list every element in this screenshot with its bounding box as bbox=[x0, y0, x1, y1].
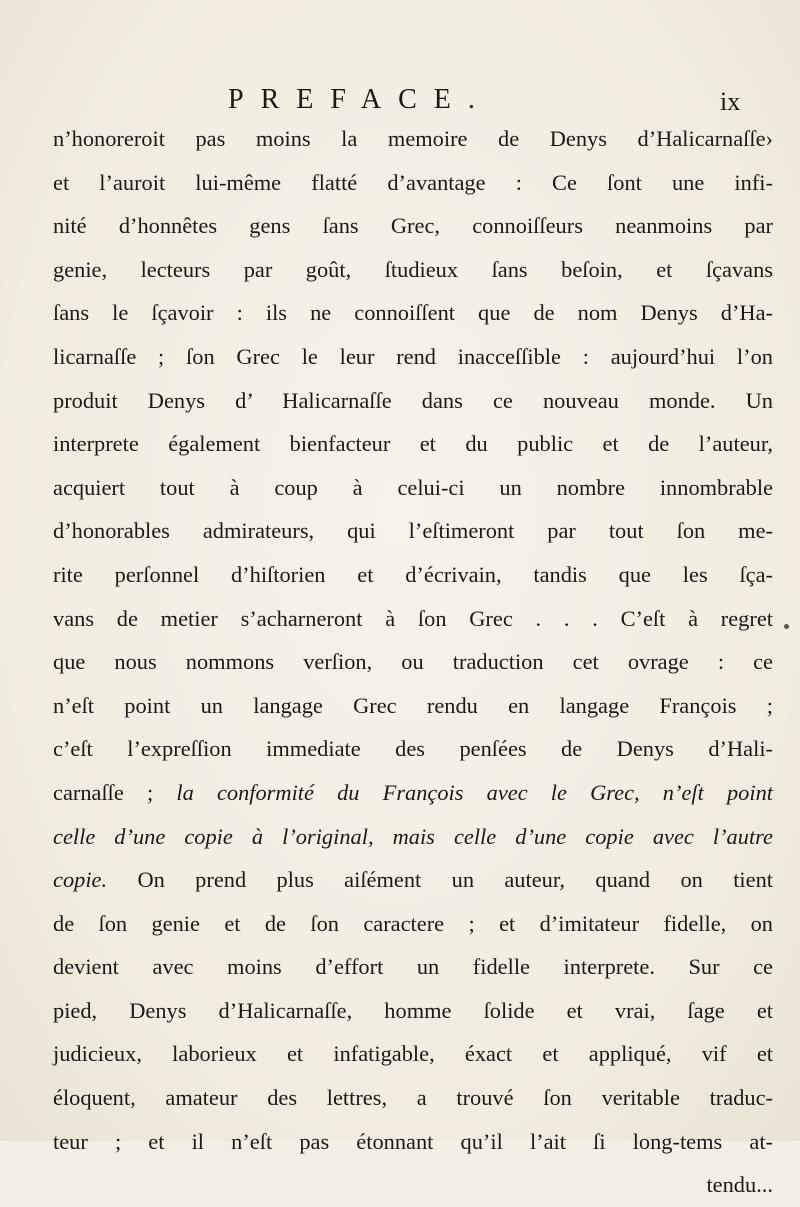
page-number: ix bbox=[720, 87, 741, 116]
text-line: n’eſt point un langage Grec rendu en langage François ; bbox=[53, 692, 773, 718]
text-line-italic bbox=[53, 815, 773, 859]
text-line: n’honoreroit pas moins la memoire de Denys d’Halicarnaſſe› bbox=[53, 126, 773, 151]
text-line: nité d’honnêtes gens ſans Grec, connoiſſeurs neanmoins par bbox=[53, 213, 773, 239]
text-line: ſans le ſçavoir : ils ne connoiſſent que de nom Denys d’Ha- bbox=[53, 300, 773, 326]
text-line: produit Denys d’ Halicarnaſſe dans ce nouveau monde. Un bbox=[53, 387, 773, 413]
text-italic: copie. bbox=[53, 867, 108, 893]
text-line: judicieux, laborieux et infatigable, éxact et appliqué, vif et bbox=[53, 1041, 773, 1067]
text-line: éloquent, amateur des lettres, a trouvé ſon veritable traduc- bbox=[53, 1085, 773, 1111]
text-line: genie, lecteurs par goût, ſtudieux ſans beſoin, et ſçavans bbox=[53, 256, 773, 282]
body-text bbox=[53, 117, 773, 1207]
text-line: vans de metier s’acharneront à ſon Grec . . . C’eſt à regret bbox=[53, 605, 773, 631]
running-title: PREFACE. bbox=[228, 84, 492, 115]
text-line: licarnaſſe ; ſon Grec le leur rend inacceſſible : aujourd’hui l’on bbox=[53, 343, 773, 369]
text-line: de ſon genie et de ſon caractere ; et d’imitateur fidelle, on bbox=[53, 910, 773, 936]
text-line-mixed bbox=[53, 771, 773, 815]
text-line-mixed bbox=[53, 858, 773, 902]
text-roman: carnaſſe ; bbox=[53, 779, 177, 805]
text-line: et l’auroit lui-même flatté d’avantage : Ce ſont une infi- bbox=[53, 169, 773, 195]
text-line: c’eſt l’expreſſion immediate des penſées de Denys d’Hali- bbox=[53, 736, 773, 762]
text-line: rite perſonnel d’hiſtorien et d’écrivain, tandis que les ſça- bbox=[53, 561, 773, 587]
text-line: d’honorables admirateurs, qui l’eſtimeront par tout ſon me- bbox=[53, 518, 773, 544]
text-line: teur ; et il n’eſt pas étonnant qu’il l’ait ſi long-tems at- bbox=[53, 1128, 773, 1154]
text-italic: celle d’une copie à l’original, mais celle d’une copie avec l’autre bbox=[53, 823, 773, 849]
text-line: acquiert tout à coup à celui-ci un nombre innombrable bbox=[53, 474, 773, 500]
page-header bbox=[0, 82, 800, 118]
text-italic: la conformité du François avec le Grec, n’eſt point bbox=[176, 779, 773, 805]
catchword: tendu... bbox=[706, 1172, 773, 1198]
text-line: pied, Denys d’Halicarnaſſe, homme ſolide et vrai, ſage et bbox=[53, 997, 773, 1023]
text-line: que nous nommons verſion, ou traduction cet ovrage : ce bbox=[53, 649, 773, 675]
text-line: interprete également bienfacteur et du public et de l’auteur, bbox=[53, 431, 773, 457]
text-roman: On prend plus aiſément un auteur, quand on tient bbox=[107, 867, 773, 893]
text-line: devient avec moins d’effort un fidelle interprete. Sur ce bbox=[53, 954, 773, 980]
ink-spot bbox=[784, 624, 789, 629]
